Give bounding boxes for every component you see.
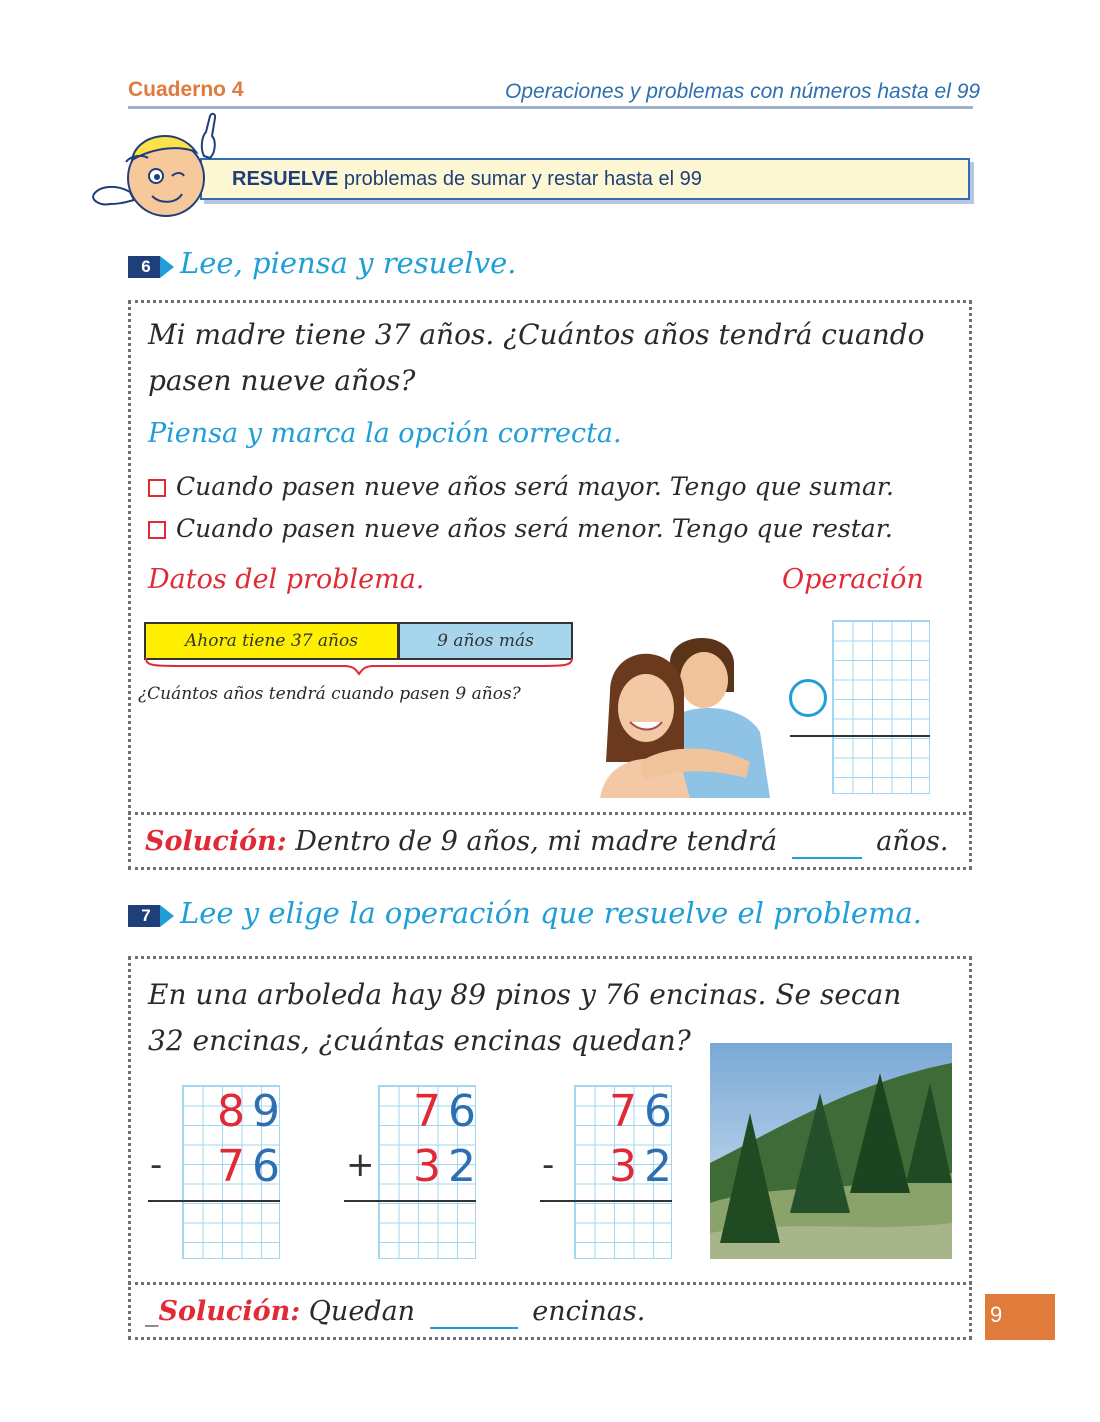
operation-rule (790, 735, 930, 737)
think-prompt: Piensa y marca la opción correcta. (148, 418, 622, 449)
op3-bottom-units: 2 (644, 1141, 672, 1192)
op3-bottom-tens: 3 (609, 1141, 637, 1192)
op3-rule (540, 1200, 672, 1202)
solution-unit: años. (876, 826, 949, 857)
op1-bottom-tens: 7 (217, 1141, 245, 1192)
exercise-6-number: 6 (141, 257, 151, 276)
answer-blank[interactable] (792, 826, 862, 859)
solution-label-7: Solución: (158, 1296, 301, 1327)
exercise-7-solution (145, 1296, 645, 1329)
data-label: Datos del problema. (148, 564, 425, 595)
forest-photo (710, 1043, 952, 1259)
subject-title: Operaciones y problemas con números hasta el 99 (505, 80, 981, 103)
op2-sign: + (346, 1145, 375, 1185)
instruction-banner-text: RESUELVE problemas de sumar y restar hasta el 99 (232, 168, 702, 190)
operation-grid (832, 620, 930, 794)
header-divider (128, 106, 973, 109)
notebook-label: Cuaderno 4 (128, 78, 244, 101)
op1-bottom-units: 6 (252, 1141, 280, 1192)
exercise-6-problem-line-1: Mi madre tiene 37 años. ¿Cuántos años tendrá cuando (148, 318, 925, 351)
mother-son-photo (600, 622, 780, 798)
exercise-7-problem-line-1: En una arboleda hay 89 pinos y 76 encinas. Se secan (148, 978, 902, 1011)
exercise-7-title: Lee y elige la operación que resuelve el problema. (180, 896, 923, 930)
op2-bottom-units: 2 (448, 1141, 476, 1192)
op1-top-tens: 8 (217, 1086, 245, 1137)
option-add-label: Cuando pasen nueve años será mayor. Tengo que sumar. (176, 472, 894, 501)
solution-text: Dentro de 9 años, mi madre tendrá (295, 826, 778, 857)
op3-sign: - (542, 1145, 555, 1185)
op3-top-tens: 7 (609, 1086, 637, 1137)
solution-divider (128, 812, 972, 815)
operation-label: Operación (782, 564, 924, 595)
op2-top-units: 6 (448, 1086, 476, 1137)
option-add-checkbox[interactable] (148, 479, 166, 497)
solution-prefix: _ (145, 1296, 159, 1327)
solution-unit-7: encinas. (532, 1296, 646, 1327)
solution-divider-7 (128, 1282, 972, 1285)
total-brace (144, 656, 574, 676)
exercise-6-problem-line-2: pasen nueve años? (148, 364, 416, 397)
exercise-7-problem-line-2: 32 encinas, ¿cuántas encinas quedan? (148, 1024, 691, 1057)
exercise-6-title: Lee, piensa y resuelve. (180, 246, 517, 280)
option-add[interactable] (148, 472, 894, 501)
bar-question: ¿Cuántos años tendrá cuando pasen 9 años? (138, 684, 521, 704)
bar-current-age: Ahora tiene 37 años (144, 622, 399, 660)
solution-text-7: Quedan (308, 1296, 416, 1327)
op2-top-tens: 7 (413, 1086, 441, 1137)
op1-rule (148, 1200, 280, 1202)
answer-blank-7[interactable] (430, 1296, 518, 1329)
op1-sign: - (150, 1145, 163, 1185)
mascot-illustration (86, 112, 216, 220)
option-subtract-checkbox[interactable] (148, 521, 166, 539)
op2-bottom-tens: 3 (413, 1141, 441, 1192)
exercise-7-number: 7 (141, 906, 151, 925)
operation-sign-circle[interactable] (789, 679, 827, 717)
op2-rule (344, 1200, 476, 1202)
op3-top-units: 6 (644, 1086, 672, 1137)
solution-label: Solución: (145, 826, 287, 857)
op1-top-units: 9 (252, 1086, 280, 1137)
bar-added-years: 9 años más (398, 622, 573, 660)
option-subtract-label: Cuando pasen nueve años será menor. Tengo que restar. (176, 514, 893, 543)
exercise-6-solution (145, 826, 948, 859)
option-subtract[interactable] (148, 514, 893, 543)
page-number: 9 (990, 1302, 1003, 1327)
